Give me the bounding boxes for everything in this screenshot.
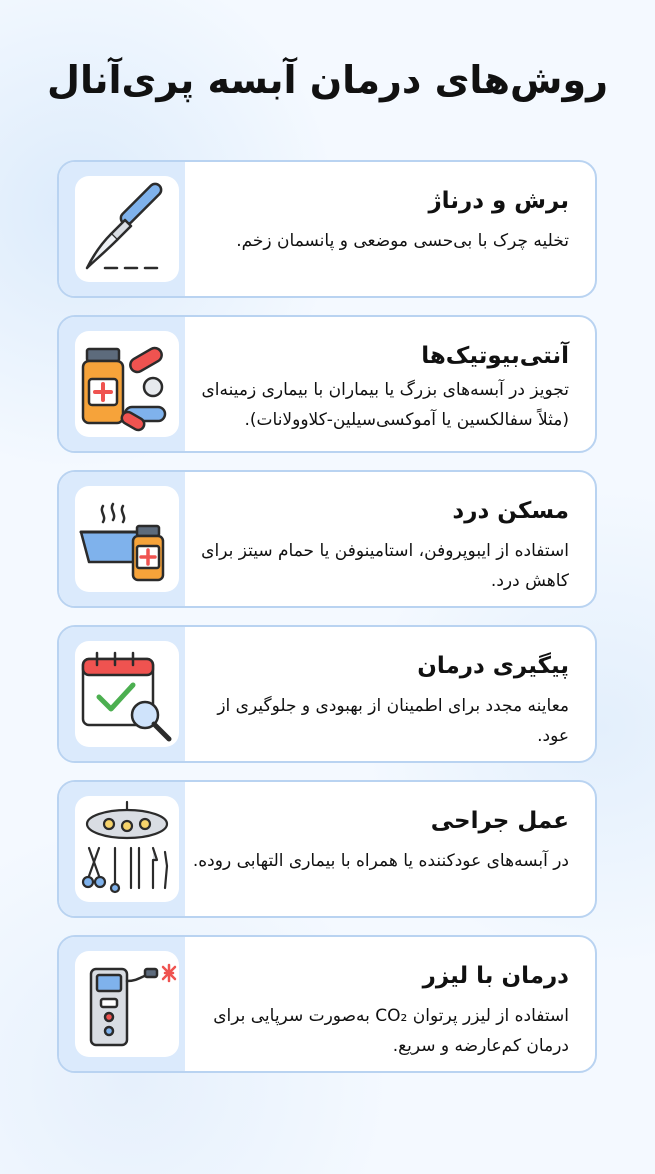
- icon-tile: [59, 627, 185, 761]
- surgery-tools-icon: [75, 796, 179, 902]
- icon-tile: [59, 472, 185, 606]
- icon-tile: [59, 937, 185, 1071]
- laser-device-icon: [75, 951, 179, 1057]
- card-description: در آبسه‌های عودکننده یا همراه با بیماری التهابی روده.: [192, 851, 569, 871]
- sitz-bath-icon: [75, 486, 179, 592]
- icon-tile: [59, 162, 185, 296]
- scalpel-icon: [75, 176, 179, 282]
- treatment-card-antibiotics: [57, 315, 597, 453]
- card-title: برش و درناژ: [428, 188, 569, 214]
- icon-tile: [59, 782, 185, 916]
- card-description: تجویز در آبسه‌های بزرگ یا بیماران با بیماری زمینه‌ای (مثلاً سفالکسین یا آموکسی‌سیلین-کلاوولانات).: [201, 380, 569, 430]
- card-description: استفاده از لیزر پرتوان CO₂ به‌صورت سرپایی برای درمان کم‌عارضه و سریع.: [213, 1006, 569, 1056]
- page-title: روش‌های درمان آبسه پری‌آنال: [47, 58, 608, 102]
- card-title: مسکن درد: [452, 498, 569, 524]
- medicine-pills-icon: [75, 331, 179, 437]
- treatment-card-surgery: [57, 780, 597, 918]
- card-description: استفاده از ایبوپروفن، استامینوفن یا حمام سیتز برای کاهش درد.: [201, 541, 569, 591]
- treatment-card-incision: [57, 160, 597, 298]
- card-description: تخلیه چرک با بی‌حسی موضعی و پانسمان زخم.: [236, 231, 569, 251]
- calendar-check-icon: [75, 641, 179, 747]
- card-title: پیگیری درمان: [417, 653, 569, 679]
- card-title: آنتی‌بیوتیک‌ها: [421, 343, 569, 369]
- card-description: معاینه مجدد برای اطمینان از بهبودی و جلوگیری از عود.: [217, 696, 569, 746]
- treatment-card-laser: [57, 935, 597, 1073]
- icon-tile: [59, 317, 185, 451]
- treatment-card-pain-relief: [57, 470, 597, 608]
- card-title: درمان با لیزر: [422, 963, 569, 989]
- treatment-card-follow-up: [57, 625, 597, 763]
- card-title: عمل جراحی: [430, 808, 569, 834]
